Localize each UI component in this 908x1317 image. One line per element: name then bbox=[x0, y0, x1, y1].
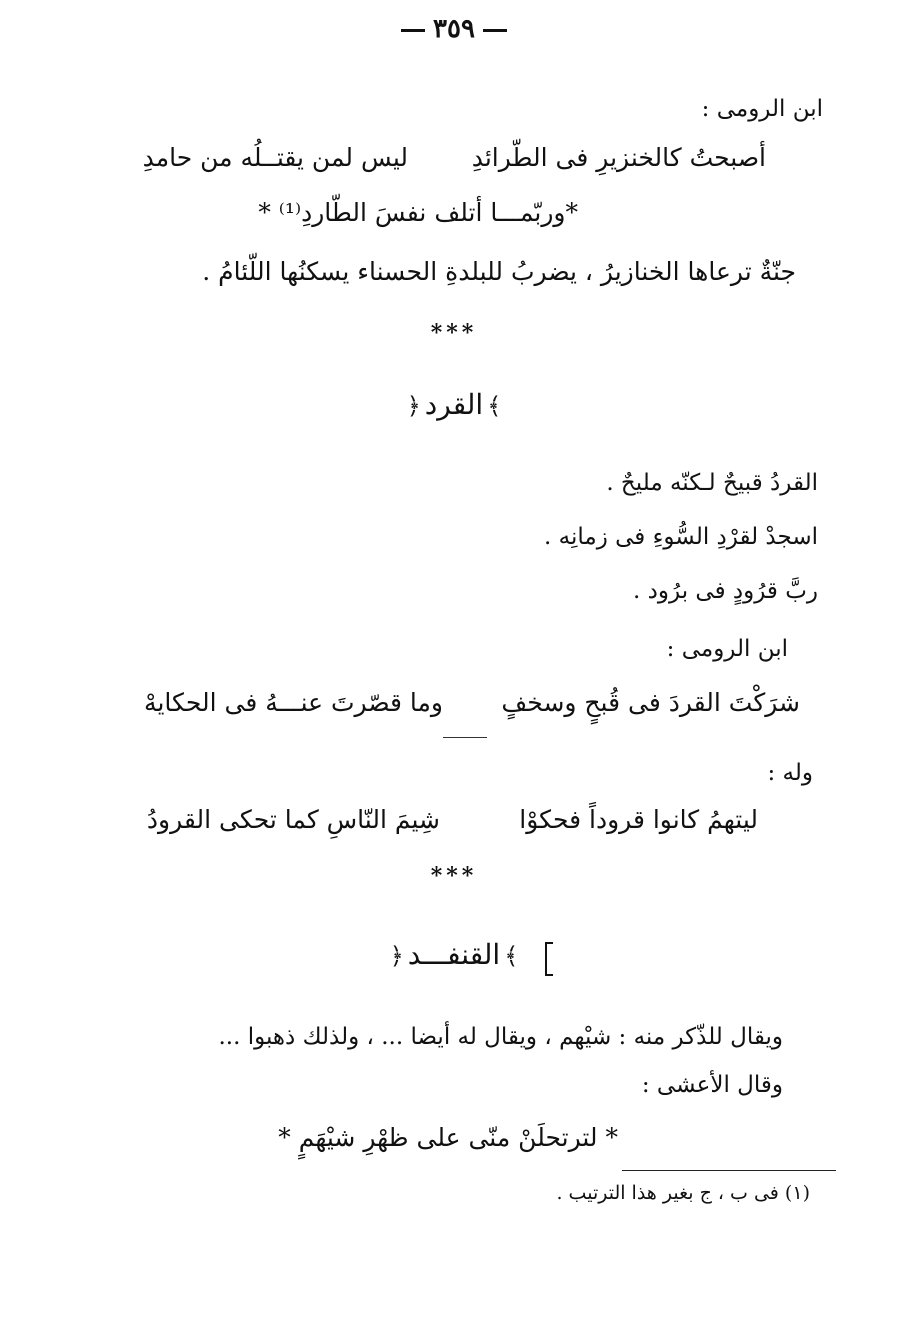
verse-hemistich-right: ليتهمُ كانوا قروداً فحكوْا bbox=[519, 805, 758, 834]
prose-line: ويقال للذّكر منه : شيْهم ، ويقال له أيضا ... ، ولذلك ذهبوا ... bbox=[218, 1024, 783, 1050]
proverb-line: جنّةٌ ترعاها الخنازيرُ ، يضربُ للبلدةِ الحسناء يسكنُها اللّئامُ . bbox=[202, 257, 796, 286]
section-divider: *** bbox=[430, 863, 478, 889]
separator-line bbox=[443, 737, 487, 738]
verse-hemistich-right: أصبحتُ كالخنزيرِ فى الطّرائدِ bbox=[471, 143, 766, 172]
section-heading-monkey bbox=[0, 388, 908, 421]
heading-text: القنفـــد bbox=[407, 938, 501, 971]
poet-label-asha: وقال الأعشى : bbox=[641, 1072, 783, 1098]
section-divider: *** bbox=[430, 320, 478, 346]
ornament-left-icon: ﴿ bbox=[406, 392, 421, 420]
ornament-left-icon: ﴿ bbox=[389, 942, 404, 970]
verse-hemistich-left: شِيمَ النّاسِ كما تحكى القرودُ bbox=[146, 805, 440, 834]
dash-right bbox=[483, 29, 507, 32]
saying-line: اسجدْ لقرْدِ السُّوءِ فى زمانِه . bbox=[544, 524, 818, 550]
ornament-right-icon: ﴾ bbox=[504, 942, 519, 970]
saying-line: القردُ قبيحٌ لـكنّه مليحٌ . bbox=[606, 470, 818, 496]
dash-left bbox=[401, 29, 425, 32]
section-heading-hedgehog bbox=[0, 938, 908, 971]
wa-lahu-label: وله : bbox=[767, 760, 813, 786]
ornament-right-icon: ﴾ bbox=[487, 392, 502, 420]
footnote-text: (١) فى ب ، ج بغير هذا الترتيب . bbox=[556, 1182, 810, 1204]
poet-label-ibn-rumi: ابن الرومى : bbox=[701, 96, 823, 122]
poet-label-ibn-rumi: ابن الرومى : bbox=[666, 636, 788, 662]
verse-single-line: *وربّمـــا أتلف نفسَ الطّاردِ⁽¹⁾ * bbox=[258, 198, 578, 227]
verse-hemistich-left: ليس لمن يقتــلُه من حامدِ bbox=[142, 143, 408, 172]
page-number bbox=[0, 14, 908, 44]
saying-line: ربَّ قرُودٍ فى برُود . bbox=[633, 578, 818, 604]
footnote-rule bbox=[622, 1170, 836, 1171]
verse-hemistich-left: وما قصّرتَ عنـــهُ فى الحكايهْ bbox=[144, 688, 443, 717]
heading-text: القرد bbox=[424, 388, 484, 421]
verse-hemistich-right: شرَكْتَ القردَ فى قُبحٍ وسخفٍ bbox=[501, 688, 800, 717]
page-number-text: ٣٥٩ bbox=[433, 14, 475, 44]
verse-single-line: * لترتحلَنْ منّى على ظهْرِ شيْهَمٍ * bbox=[278, 1123, 618, 1152]
